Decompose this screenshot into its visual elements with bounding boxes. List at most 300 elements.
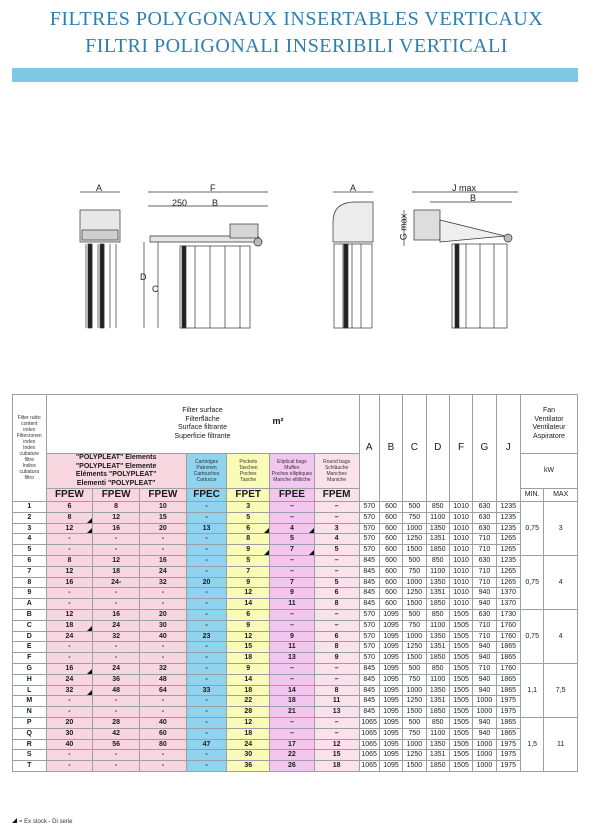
cell-r: – bbox=[314, 555, 359, 566]
cell-dim-J: 1760 bbox=[496, 631, 520, 642]
cell-dim-D: 1350 bbox=[426, 577, 449, 588]
cell-p2: 18 bbox=[93, 566, 140, 577]
cell-dim-G: 940 bbox=[473, 653, 496, 664]
cell-dim-C: 750 bbox=[403, 620, 426, 631]
cell-c: - bbox=[186, 555, 227, 566]
cell-c: - bbox=[186, 620, 227, 631]
cell-dim-C: 1500 bbox=[403, 707, 426, 718]
row-index: T bbox=[13, 761, 47, 772]
code-fpew-1: FPEW bbox=[93, 489, 140, 502]
cell-p1: 24 bbox=[46, 674, 93, 685]
cell-dim-D: 1100 bbox=[426, 566, 449, 577]
elliptic-header bbox=[270, 454, 315, 489]
cell-dim-B: 1095 bbox=[379, 761, 402, 772]
cell-t: 18 bbox=[227, 653, 270, 664]
cell-dim-C: 1500 bbox=[403, 761, 426, 772]
cell-dim-B: 1095 bbox=[379, 750, 402, 761]
table-row bbox=[13, 674, 578, 685]
cell-c: - bbox=[186, 707, 227, 718]
cell-p2: 32 bbox=[93, 631, 140, 642]
cell-dim-D: 1850 bbox=[426, 599, 449, 610]
table-row bbox=[13, 566, 578, 577]
cell-p1: 16 bbox=[46, 577, 93, 588]
cell-t: 12 bbox=[227, 588, 270, 599]
dim-B-left: B bbox=[212, 198, 219, 208]
cell-dim-D: 1850 bbox=[426, 761, 449, 772]
cell-dim-D: 850 bbox=[426, 609, 449, 620]
fan-min: 0,75 bbox=[520, 609, 543, 663]
surface-header bbox=[46, 395, 359, 454]
cell-dim-F: 1010 bbox=[449, 512, 472, 523]
dim-B-right: B bbox=[470, 193, 477, 203]
cell-dim-B: 600 bbox=[379, 588, 402, 599]
cell-dim-F: 1505 bbox=[449, 663, 472, 674]
row-index: A bbox=[13, 599, 47, 610]
cell-dim-D: 850 bbox=[426, 663, 449, 674]
cell-dim-J: 1265 bbox=[496, 534, 520, 545]
cell-t: 14 bbox=[227, 599, 270, 610]
cell-t: 18 bbox=[227, 685, 270, 696]
dim-250: 250 bbox=[172, 198, 188, 208]
cell-p3: 10 bbox=[140, 502, 187, 513]
cell-p1: 24 bbox=[46, 631, 93, 642]
cell-dim-G: 710 bbox=[473, 566, 496, 577]
cell-dim-G: 710 bbox=[473, 663, 496, 674]
filter-spec-table bbox=[12, 394, 578, 772]
cell-p1: 30 bbox=[46, 728, 93, 739]
cell-dim-C: 1000 bbox=[403, 685, 426, 696]
row-index: N bbox=[13, 707, 47, 718]
fan-max: 11 bbox=[544, 717, 578, 771]
cell-dim-B: 1095 bbox=[379, 642, 402, 653]
cell-dim-B: 1095 bbox=[379, 696, 402, 707]
dim-F: F bbox=[210, 183, 216, 193]
row-index: G bbox=[13, 663, 47, 674]
cell-t: 9 bbox=[227, 577, 270, 588]
cell-c: - bbox=[186, 663, 227, 674]
round-header-line: Maniche bbox=[327, 477, 347, 483]
cell-e: – bbox=[270, 663, 315, 674]
cell-dim-F: 1505 bbox=[449, 717, 472, 728]
cell-p1: 6 bbox=[46, 502, 93, 513]
cell-p3: - bbox=[140, 707, 187, 718]
cell-e: 9 bbox=[270, 588, 315, 599]
cell-dim-C: 1500 bbox=[403, 545, 426, 556]
cell-p3: 24 bbox=[140, 566, 187, 577]
cell-t: 15 bbox=[227, 642, 270, 653]
cell-dim-F: 1505 bbox=[449, 631, 472, 642]
cell-e: 13 bbox=[270, 653, 315, 664]
cell-r: – bbox=[314, 609, 359, 620]
cell-p2: 28 bbox=[93, 717, 140, 728]
cell-p2: - bbox=[93, 696, 140, 707]
cell-t: 7 bbox=[227, 566, 270, 577]
cell-p3: 20 bbox=[140, 523, 187, 534]
cell-dim-J: 1865 bbox=[496, 685, 520, 696]
dim-A-left: A bbox=[96, 183, 103, 193]
cell-e: 26 bbox=[270, 761, 315, 772]
cartridge-header-line: Cartouches bbox=[193, 471, 220, 477]
cell-p3: - bbox=[140, 696, 187, 707]
pocket-header-line: Poches bbox=[239, 471, 257, 477]
cell-dim-D: 1100 bbox=[426, 728, 449, 739]
row-index: 4 bbox=[13, 534, 47, 545]
fan-max: 4 bbox=[544, 609, 578, 663]
cell-e: – bbox=[270, 555, 315, 566]
index-header-line: index bbox=[23, 439, 36, 445]
surface-header-wrap bbox=[47, 407, 359, 441]
cell-dim-A: 570 bbox=[359, 523, 379, 534]
cell-r: 5 bbox=[314, 545, 359, 556]
cell-dim-F: 1505 bbox=[449, 674, 472, 685]
cell-dim-C: 750 bbox=[403, 566, 426, 577]
row-index: P bbox=[13, 717, 47, 728]
cell-dim-J: 1975 bbox=[496, 761, 520, 772]
cell-r: – bbox=[314, 566, 359, 577]
cell-dim-A: 1065 bbox=[359, 750, 379, 761]
table-row bbox=[13, 555, 578, 566]
fan-header-line: Aspiratore bbox=[533, 432, 565, 440]
cell-dim-F: 1010 bbox=[449, 588, 472, 599]
cell-dim-D: 850 bbox=[426, 717, 449, 728]
cell-e: – bbox=[270, 512, 315, 523]
cell-p2: 12 bbox=[93, 555, 140, 566]
cell-p1: - bbox=[46, 588, 93, 599]
cell-p3: - bbox=[140, 588, 187, 599]
cell-dim-C: 1500 bbox=[403, 653, 426, 664]
technical-drawings bbox=[0, 180, 593, 340]
cell-dim-A: 845 bbox=[359, 685, 379, 696]
cell-dim-D: 1351 bbox=[426, 642, 449, 653]
cell-p1: - bbox=[46, 750, 93, 761]
cell-p2: 24 bbox=[93, 620, 140, 631]
cell-dim-C: 1000 bbox=[403, 523, 426, 534]
cell-dim-A: 1065 bbox=[359, 739, 379, 750]
surface-unit: m² bbox=[272, 416, 284, 426]
cell-dim-J: 1265 bbox=[496, 545, 520, 556]
table-row bbox=[13, 588, 578, 599]
cell-dim-C: 1250 bbox=[403, 696, 426, 707]
cell-p3: - bbox=[140, 750, 187, 761]
cell-c: 20 bbox=[186, 577, 227, 588]
row-index: M bbox=[13, 696, 47, 707]
cell-dim-A: 1065 bbox=[359, 717, 379, 728]
cell-dim-A: 1065 bbox=[359, 761, 379, 772]
index-header-line: cubature bbox=[19, 451, 39, 457]
cell-dim-C: 750 bbox=[403, 512, 426, 523]
index-header-line: Index bbox=[23, 445, 36, 451]
cell-dim-C: 1250 bbox=[403, 534, 426, 545]
cell-c: - bbox=[186, 728, 227, 739]
cell-dim-J: 1865 bbox=[496, 674, 520, 685]
cell-dim-C: 1000 bbox=[403, 577, 426, 588]
fan-min: 0,75 bbox=[520, 502, 543, 556]
round-header-line: Schläuche bbox=[324, 465, 349, 471]
cell-dim-F: 1505 bbox=[449, 707, 472, 718]
row-index: 8 bbox=[13, 577, 47, 588]
cell-dim-J: 1865 bbox=[496, 642, 520, 653]
cell-dim-B: 1095 bbox=[379, 685, 402, 696]
cell-t: 3 bbox=[227, 502, 270, 513]
cell-dim-B: 1095 bbox=[379, 631, 402, 642]
cell-dim-C: 1500 bbox=[403, 599, 426, 610]
cell-dim-B: 600 bbox=[379, 577, 402, 588]
cell-dim-F: 1505 bbox=[449, 728, 472, 739]
cell-dim-J: 1865 bbox=[496, 653, 520, 664]
cell-dim-G: 1000 bbox=[473, 761, 496, 772]
cell-dim-G: 940 bbox=[473, 674, 496, 685]
cell-dim-G: 630 bbox=[473, 523, 496, 534]
cell-dim-B: 600 bbox=[379, 512, 402, 523]
polypleat-header bbox=[46, 454, 186, 489]
cell-dim-J: 1370 bbox=[496, 599, 520, 610]
row-index: R bbox=[13, 739, 47, 750]
row-index: F bbox=[13, 653, 47, 664]
stock-marker-icon bbox=[12, 818, 17, 823]
cell-p2: 16 bbox=[93, 609, 140, 620]
fan-max: 7,5 bbox=[544, 663, 578, 717]
cell-dim-J: 1730 bbox=[496, 609, 520, 620]
fan-max: 3 bbox=[544, 502, 578, 556]
dim-col-G: G bbox=[473, 395, 496, 502]
cell-p2: - bbox=[93, 653, 140, 664]
cell-p3: 20 bbox=[140, 609, 187, 620]
cell-e: 14 bbox=[270, 685, 315, 696]
cell-dim-J: 1760 bbox=[496, 663, 520, 674]
cell-r: – bbox=[314, 512, 359, 523]
cell-dim-A: 570 bbox=[359, 653, 379, 664]
fan-min: 1,5 bbox=[520, 717, 543, 771]
cell-dim-F: 1010 bbox=[449, 523, 472, 534]
cell-dim-B: 600 bbox=[379, 545, 402, 556]
row-index: L bbox=[13, 685, 47, 696]
cell-p3: - bbox=[140, 534, 187, 545]
cell-dim-F: 1505 bbox=[449, 653, 472, 664]
surface-header-line: Superficie filtrante bbox=[174, 432, 231, 440]
pocket-header-line: Pockets bbox=[239, 459, 258, 465]
cell-e: 7 bbox=[270, 545, 315, 556]
table-row bbox=[13, 761, 578, 772]
cell-dim-F: 1505 bbox=[449, 739, 472, 750]
round-header bbox=[314, 454, 359, 489]
cell-t: 8 bbox=[227, 534, 270, 545]
cell-r: 15 bbox=[314, 750, 359, 761]
cell-p3: - bbox=[140, 761, 187, 772]
pocket-header-line: Taschen bbox=[238, 465, 258, 471]
cell-c: - bbox=[186, 502, 227, 513]
cell-p3: - bbox=[140, 545, 187, 556]
cell-c: - bbox=[186, 761, 227, 772]
cell-dim-F: 1010 bbox=[449, 555, 472, 566]
cell-p2: 24 bbox=[93, 663, 140, 674]
cell-dim-G: 710 bbox=[473, 577, 496, 588]
cell-dim-B: 600 bbox=[379, 599, 402, 610]
cartridge-header-line: Cartucce bbox=[196, 477, 217, 483]
table-row bbox=[13, 534, 578, 545]
cartridge-header-line: Patronen bbox=[196, 465, 217, 471]
cell-dim-A: 570 bbox=[359, 512, 379, 523]
cell-e: – bbox=[270, 566, 315, 577]
table-row bbox=[13, 512, 578, 523]
table-row bbox=[13, 577, 578, 588]
cell-dim-D: 1350 bbox=[426, 685, 449, 696]
cell-p3: - bbox=[140, 653, 187, 664]
fan-header-line: Ventilateur bbox=[532, 424, 566, 431]
cell-t: 9 bbox=[227, 620, 270, 631]
cell-dim-B: 600 bbox=[379, 523, 402, 534]
table-row bbox=[13, 642, 578, 653]
cell-dim-D: 1350 bbox=[426, 523, 449, 534]
index-header-line: Filterzonen bbox=[16, 433, 42, 439]
cell-r: 13 bbox=[314, 707, 359, 718]
cell-dim-C: 1000 bbox=[403, 739, 426, 750]
cell-r: – bbox=[314, 674, 359, 685]
cell-p2: 48 bbox=[93, 685, 140, 696]
cell-e: 4 bbox=[270, 523, 315, 534]
table-row bbox=[13, 728, 578, 739]
cell-c: - bbox=[186, 750, 227, 761]
cartridge-header-line: Cartridges bbox=[195, 459, 219, 465]
row-index: 2 bbox=[13, 512, 47, 523]
cell-p1: 12 bbox=[46, 523, 93, 534]
cell-c: - bbox=[186, 534, 227, 545]
cell-dim-G: 710 bbox=[473, 631, 496, 642]
cell-t: 6 bbox=[227, 523, 270, 534]
cell-dim-J: 1865 bbox=[496, 728, 520, 739]
table-row bbox=[13, 717, 578, 728]
cell-dim-A: 845 bbox=[359, 577, 379, 588]
dim-col-A: A bbox=[359, 395, 379, 502]
cell-t: 30 bbox=[227, 750, 270, 761]
fan-min: 0,75 bbox=[520, 555, 543, 609]
cell-dim-A: 1065 bbox=[359, 728, 379, 739]
cell-e: 5 bbox=[270, 534, 315, 545]
cell-c: 13 bbox=[186, 523, 227, 534]
cell-p2: 56 bbox=[93, 739, 140, 750]
cell-c: - bbox=[186, 642, 227, 653]
polypleat-header-line: "POLYPLEAT" Elements bbox=[75, 454, 157, 461]
cartridge-header bbox=[186, 454, 227, 489]
cell-dim-A: 845 bbox=[359, 663, 379, 674]
cell-dim-C: 750 bbox=[403, 728, 426, 739]
cell-p2: 12 bbox=[93, 512, 140, 523]
cell-dim-G: 710 bbox=[473, 620, 496, 631]
cell-r: 6 bbox=[314, 631, 359, 642]
cell-p2: - bbox=[93, 642, 140, 653]
fan-min: 1,1 bbox=[520, 663, 543, 717]
row-index: 5 bbox=[13, 545, 47, 556]
cell-dim-G: 940 bbox=[473, 685, 496, 696]
cell-p2: 36 bbox=[93, 674, 140, 685]
cell-c: 23 bbox=[186, 631, 227, 642]
cell-dim-J: 1265 bbox=[496, 577, 520, 588]
cell-p3: 32 bbox=[140, 577, 187, 588]
fan-max-header: MAX bbox=[544, 489, 578, 502]
polypleat-header-line: "POLYPLEAT" Elemente bbox=[75, 462, 157, 470]
cell-dim-D: 1350 bbox=[426, 631, 449, 642]
cell-p3: 40 bbox=[140, 717, 187, 728]
cell-dim-F: 1010 bbox=[449, 577, 472, 588]
row-index: H bbox=[13, 674, 47, 685]
cell-dim-B: 1095 bbox=[379, 663, 402, 674]
cell-r: 8 bbox=[314, 642, 359, 653]
cell-dim-D: 1350 bbox=[426, 739, 449, 750]
cell-e: – bbox=[270, 502, 315, 513]
cell-dim-A: 570 bbox=[359, 502, 379, 513]
cell-r: – bbox=[314, 502, 359, 513]
cell-dim-A: 845 bbox=[359, 696, 379, 707]
cell-dim-G: 1000 bbox=[473, 696, 496, 707]
cell-dim-D: 1100 bbox=[426, 512, 449, 523]
cell-p1: 18 bbox=[46, 620, 93, 631]
cell-dim-F: 1505 bbox=[449, 609, 472, 620]
cell-dim-A: 570 bbox=[359, 620, 379, 631]
fan-header-line: Fan bbox=[542, 407, 556, 414]
cell-c: - bbox=[186, 609, 227, 620]
index-header-line: cubatura bbox=[19, 469, 39, 475]
polypleat-header-line: Eléments "POLYPLEAT" bbox=[75, 471, 157, 478]
cell-dim-G: 710 bbox=[473, 545, 496, 556]
cell-p2: 16 bbox=[93, 523, 140, 534]
index-header-line: filtro bbox=[24, 475, 34, 481]
surface-header-line: Filterfläche bbox=[185, 415, 220, 423]
cell-e: – bbox=[270, 620, 315, 631]
round-header-line: Manches bbox=[326, 471, 347, 477]
table-row bbox=[13, 523, 578, 534]
cell-dim-B: 600 bbox=[379, 555, 402, 566]
title-french: FILTRES POLYGONAUX INSERTABLES VERTICAUX bbox=[49, 8, 544, 30]
cell-dim-C: 1250 bbox=[403, 588, 426, 599]
cell-dim-C: 1250 bbox=[403, 642, 426, 653]
cell-p1: 20 bbox=[46, 717, 93, 728]
cell-p2: 42 bbox=[93, 728, 140, 739]
cell-e: 9 bbox=[270, 631, 315, 642]
fan-min-header: MIN. bbox=[520, 489, 543, 502]
cell-p2: - bbox=[93, 707, 140, 718]
surface-header-line: Filter surface bbox=[182, 407, 223, 414]
cell-p3: 32 bbox=[140, 663, 187, 674]
cell-t: 14 bbox=[227, 674, 270, 685]
cell-dim-G: 940 bbox=[473, 599, 496, 610]
elliptic-header-line: Poches elliptiques bbox=[271, 471, 313, 477]
cell-p1: 8 bbox=[46, 512, 93, 523]
cell-t: 12 bbox=[227, 717, 270, 728]
cell-dim-D: 1351 bbox=[426, 534, 449, 545]
dim-col-B: B bbox=[379, 395, 402, 502]
cell-t: 18 bbox=[227, 728, 270, 739]
cell-dim-C: 1000 bbox=[403, 631, 426, 642]
cell-p2: - bbox=[93, 750, 140, 761]
cell-dim-J: 1265 bbox=[496, 566, 520, 577]
cell-e: – bbox=[270, 609, 315, 620]
row-index: 1 bbox=[13, 502, 47, 513]
cell-e: 7 bbox=[270, 577, 315, 588]
table-row bbox=[13, 502, 578, 513]
cell-p3: 80 bbox=[140, 739, 187, 750]
index-header-line: Indice bbox=[22, 463, 36, 469]
cell-dim-J: 1235 bbox=[496, 523, 520, 534]
dim-col-J: J bbox=[496, 395, 520, 502]
cell-dim-B: 1095 bbox=[379, 728, 402, 739]
cell-r: – bbox=[314, 663, 359, 674]
index-header bbox=[13, 395, 47, 502]
cell-p2: 8 bbox=[93, 502, 140, 513]
cell-e: 11 bbox=[270, 599, 315, 610]
cell-r: – bbox=[314, 620, 359, 631]
footnote-text: = Ex stock - Di serie bbox=[19, 819, 73, 825]
cell-p1: - bbox=[46, 534, 93, 545]
cell-dim-B: 1095 bbox=[379, 609, 402, 620]
